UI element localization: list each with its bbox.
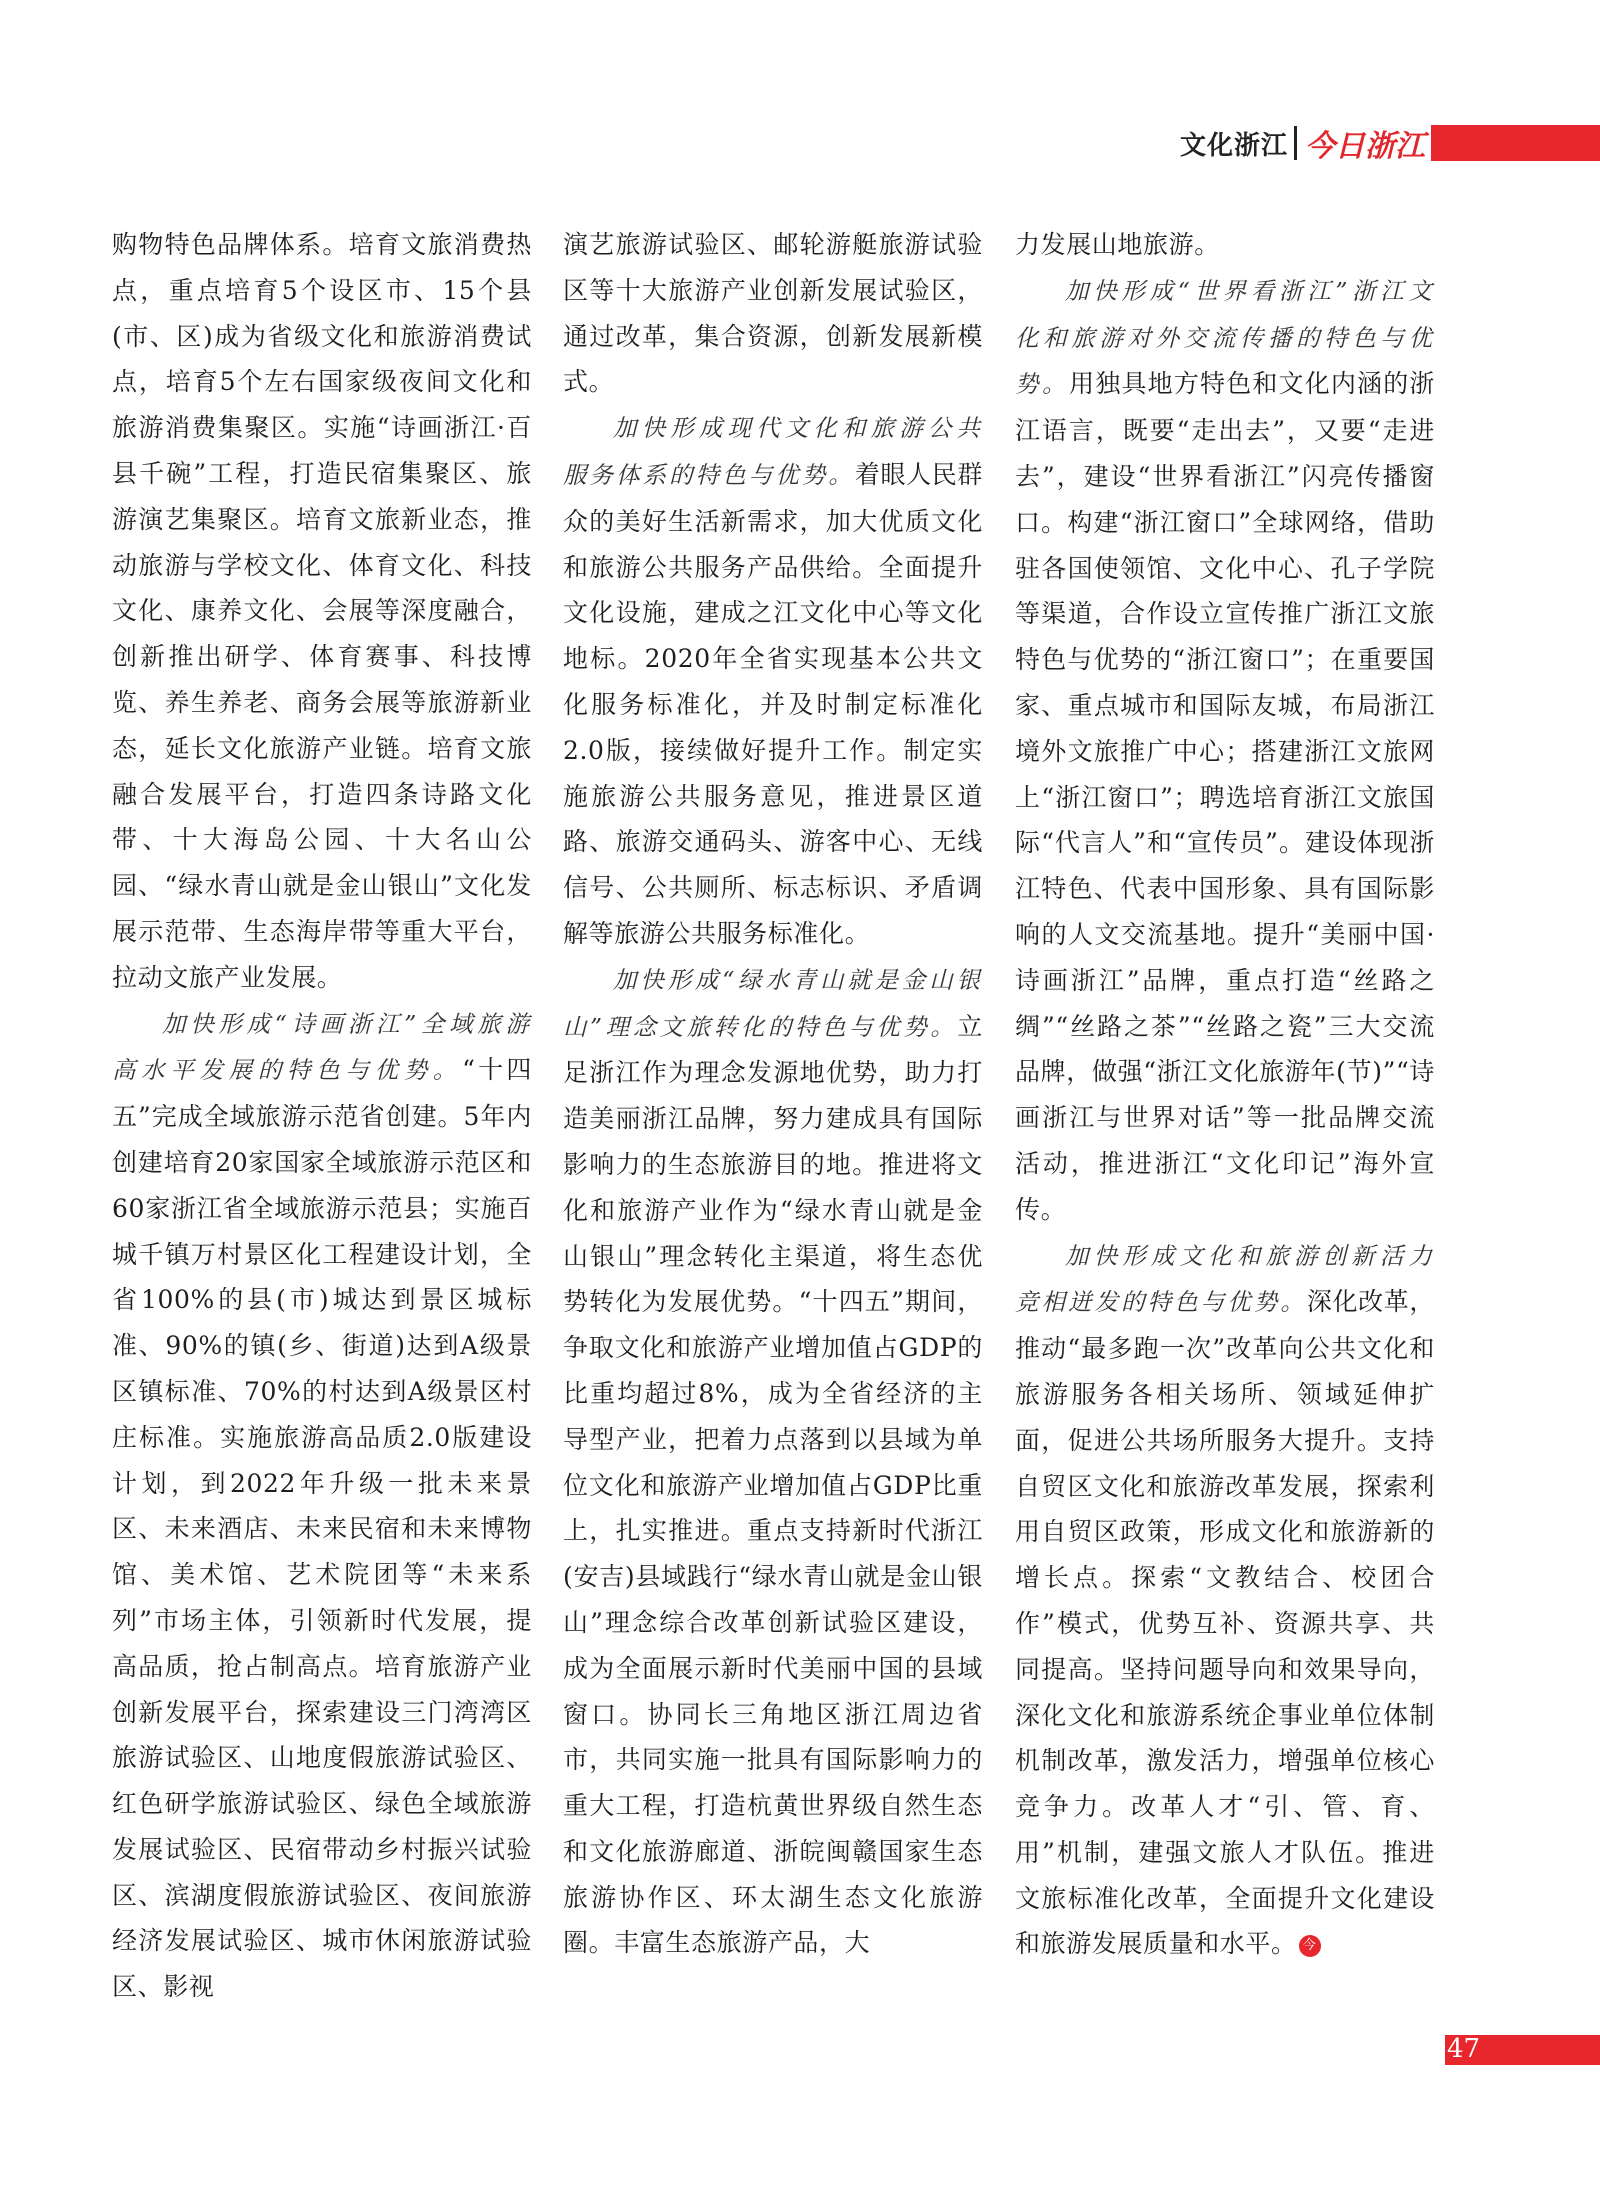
paragraph-lead: 加快形成“诗画浙江”全域旅游高水平发展的特色与优势。 [112, 1009, 532, 1085]
paragraph-lead: 加快形成“绿水青山就是金山银山”理念文旅转化的特色与优势。 [563, 965, 983, 1041]
column-2 [563, 222, 983, 1966]
paragraph [1015, 222, 1435, 268]
end-mark-icon: 今 [1299, 1935, 1321, 1957]
paragraph-body: “十四五”完成全域旅游示范省创建。5年内创建培育20家国家全域旅游示范区和60家浙江省全域旅游示范县；实施百城千镇万村景区化工程建设计划，全省100%的县(市)城达到景区城标准、90%的镇(乡、街道)达到A级景区镇标准、70%的村达到A级景区村庄标准。实施旅游高品质2.0版建设计划，到2022年升级一批未来景区、未来酒店、未来民宿和未来博物馆、美术馆、艺术院团等“未来系列”市场主体，引领新时代发展，提高品质，抢占制高点。培育旅游产业创新发展平台，探索建设三门湾湾区旅游试验区、山地度假旅游试验区、红色研学旅游试验区、绿色全域旅游发展试验区、民宿带动乡村振兴试验区、滨湖度假旅游试验区、夜间旅游经济发展试验区、城市休闲旅游试验区、影视 [112, 1055, 532, 2002]
magazine-logo: 今日浙江 [1305, 129, 1426, 164]
paragraph-body: 演艺旅游试验区、邮轮游艇旅游试验区等十大旅游产业创新发展试验区，通过改革，集合资源，创新发展新模式。 [563, 230, 983, 397]
paragraph-body: 着眼人民群众的美好生活新需求，加大优质文化和旅游公共服务产品供给。全面提升文化设施，建成之江文化中心等文化地标。2020年全省实现基本公共文化服务标准化，并及时制定标准化2.0版，接续做好提升工作。制定实施旅游公共服务意见，推进景区道路、旅游交通码头、游客中心、无线信号、公共厕所、标志标识、矛盾调解等旅游公共服务标准化。 [563, 459, 983, 948]
paragraph [563, 222, 983, 405]
header-divider [1294, 126, 1297, 160]
paragraph-lead: 加快形成文化和旅游创新活力竞相迸发的特色与优势。 [1015, 1241, 1435, 1317]
paragraph-body: 深化改革，推动“最多跑一次”改革向公共文化和旅游服务各相关场所、领域延伸扩面，促进公共场所服务大提升。支持自贸区文化和旅游改革发展，探索利用自贸区政策，形成文化和旅游新的增长点。探索“文教结合、校团合作”模式，优势互补、资源共享、共同提高。坚持问题导向和效果导向，深化文化和旅游系统企事业单位体制机制改革，激发活力，增强单位核心竞争力。改革人才“引、管、育、用”机制，建强文旅人才队伍。推进文旅标准化改革，全面提升文化建设和旅游发展质量和水平。 [1015, 1287, 1435, 1959]
paragraph [1015, 268, 1435, 1233]
paragraph [112, 222, 532, 1001]
page-number: 47 [1447, 2034, 1481, 2064]
section-name: 文化浙江 [1180, 130, 1289, 161]
paragraph-body: 力发展山地旅游。 [1015, 230, 1220, 259]
paragraph [563, 957, 983, 1967]
column-3 [1015, 222, 1435, 1967]
column-1 [112, 222, 532, 2010]
paragraph [563, 405, 983, 957]
page-header [1180, 118, 1600, 168]
paragraph-lead: 加快形成现代文化和旅游公共服务体系的特色与优势。 [563, 414, 983, 489]
paragraph [112, 1001, 532, 2011]
paragraph [1015, 1233, 1435, 1968]
paragraph-body: 购物特色品牌体系。培育文旅消费热点，重点培育5个设区市、15个县(市、区)成为省级文化和旅游消费试点，培育5个左右国家级夜间文化和旅游消费集聚区。实施“诗画浙江·百县千碗”工程，打造民宿集聚区、旅游演艺集聚区。培育文旅新业态，推动旅游与学校文化、体育文化、科技文化、康养文化、会展等深度融合，创新推出研学、体育赛事、科技博览、养生养老、商务会展等旅游新业态，延长文化旅游产业链。培育文旅融合发展平台，打造四条诗路文化带、十大海岛公园、十大名山公园、“绿水青山就是金山银山”文化发展示范带、生态海岸带等重大平台，拉动文旅产业发展。 [112, 230, 532, 992]
paragraph-lead: 加快形成“世界看浙江”浙江文化和旅游对外交流传播的特色与优势。 [1015, 276, 1435, 399]
header-red-bar [1431, 125, 1600, 161]
paragraph-body: 立足浙江作为理念发源地优势，助力打造美丽浙江品牌，努力建成具有国际影响力的生态旅游目的地。推进将文化和旅游产业作为“绿水青山就是金山银山”理念转化主渠道，将生态优势转化为发展优势。“十四五”期间，争取文化和旅游产业增加值占GDP的比重均超过8%，成为全省经济的主导型产业，把着力点落到以县域为单位文化和旅游产业增加值占GDP比重上，扎实推进。重点支持新时代浙江(安吉)县域践行“绿水青山就是金山银山”理念综合改革创新试验区建设，成为全面展示新时代美丽中国的县域窗口。协同长三角地区浙江周边省市，共同实施一批具有国际影响力的重大工程，打造杭黄世界级自然生态和文化旅游廊道、浙皖闽赣国家生态旅游协作区、环太湖生态文化旅游圈。丰富生态旅游产品，大 [563, 1011, 983, 1958]
paragraph-body: 用独具地方特色和文化内涵的浙江语言，既要“走出去”，又要“走进去”，建设“世界看浙江”闪亮传播窗口。构建“浙江窗口”全球网络，借助驻各国使领馆、文化中心、孔子学院等渠道，合作设立宣传推广浙江文旅特色与优势的“浙江窗口”；在重要国家、重点城市和国际友城，布局浙江境外文旅推广中心；搭建浙江文旅网上“浙江窗口”；聘选培育浙江文旅国际“代言人”和“宣传员”。建设体现浙江特色、代表中国形象、具有国际影响的人文交流基地。提升“美丽中国·诗画浙江”品牌，重点打造“丝路之绸”“丝路之茶”“丝路之瓷”三大交流品牌，做强“浙江文化旅游年(节)”“诗画浙江与世界对话”等一批品牌交流活动，推进浙江“文化印记”海外宣传。 [1015, 369, 1436, 1224]
